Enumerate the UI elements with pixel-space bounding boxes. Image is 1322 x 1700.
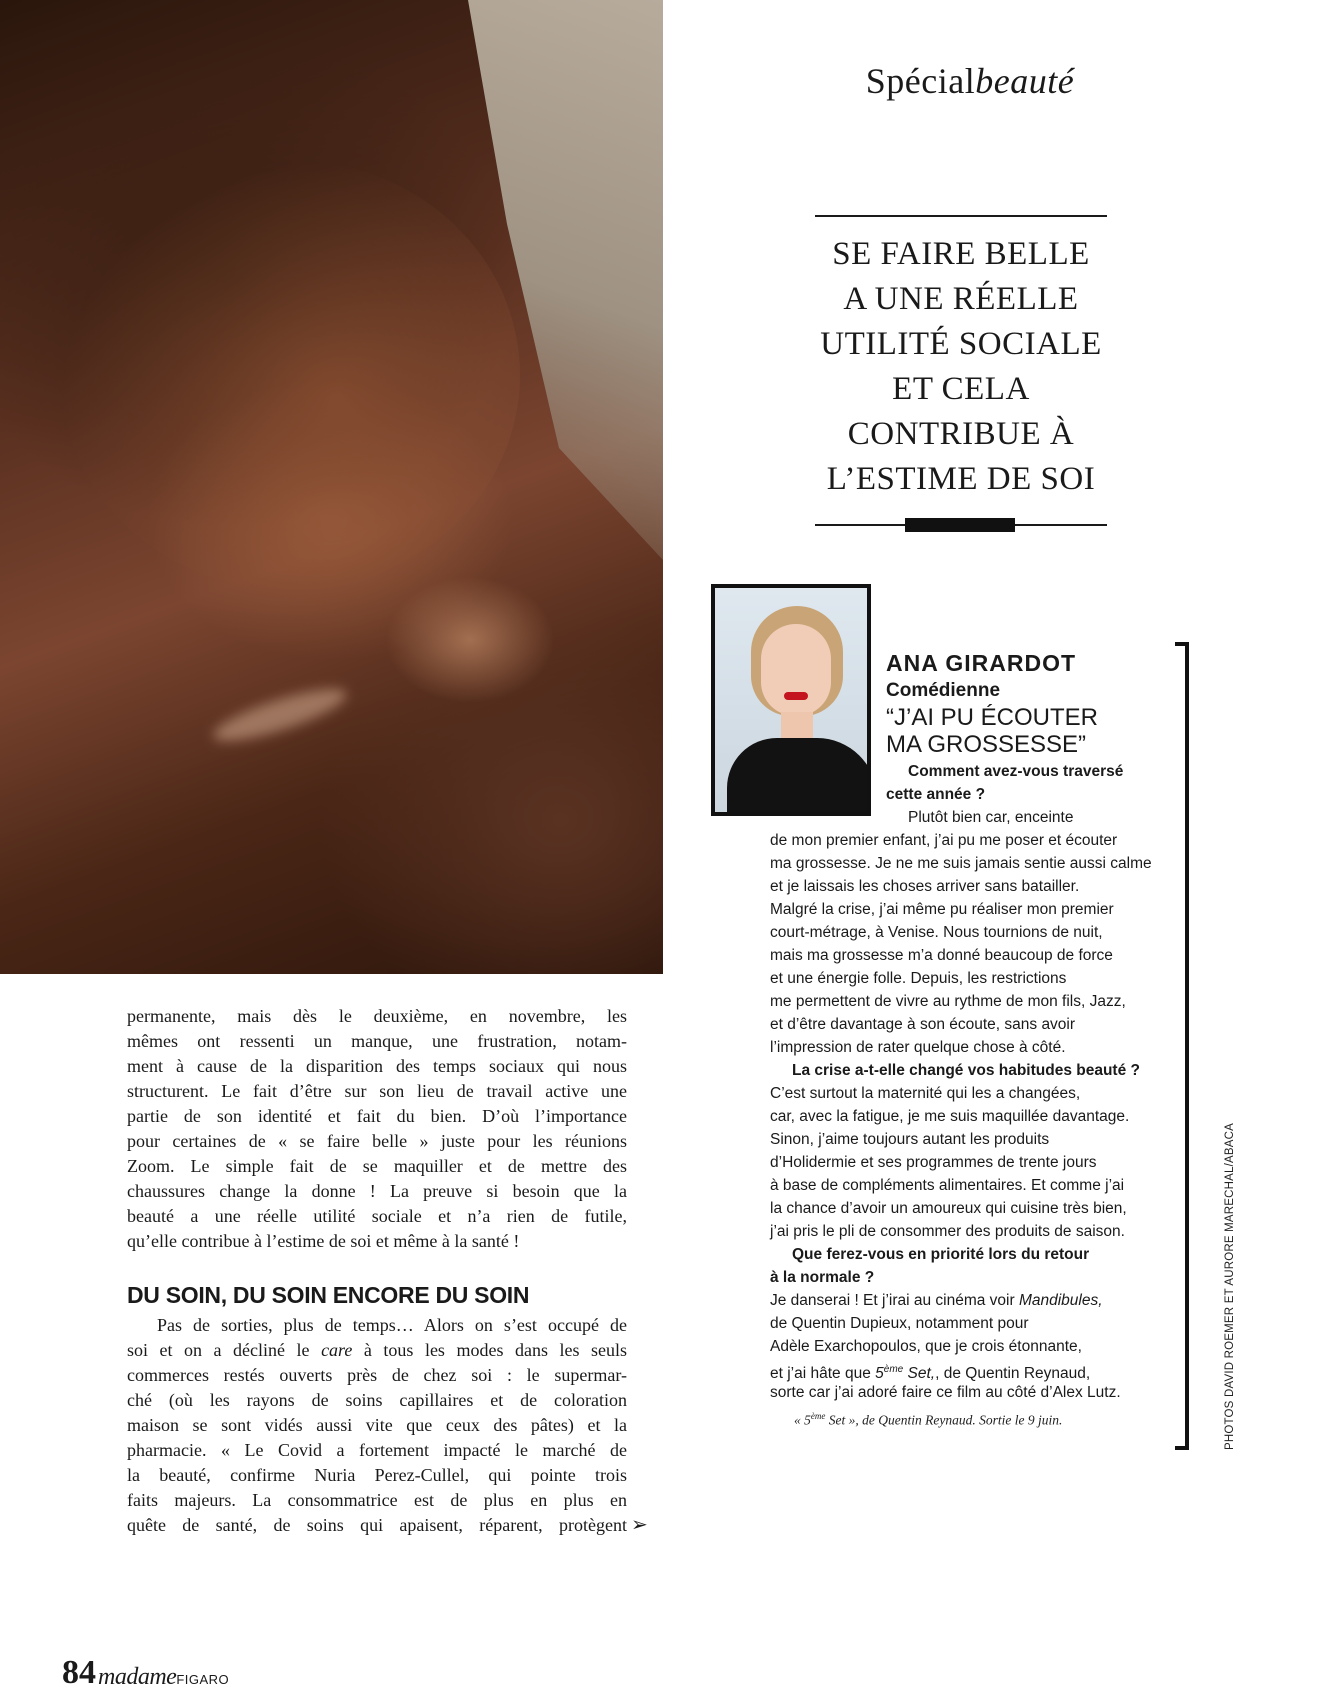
interview-line: Adèle Exarchopoulos, que je crois étonnante, bbox=[770, 1338, 1082, 1355]
care-word: care bbox=[321, 1340, 353, 1360]
film-caption bbox=[794, 1411, 1062, 1429]
neck-shoulder-photo bbox=[0, 0, 663, 974]
interview-line: Malgré la crise, j’ai même pu réaliser mon premier bbox=[770, 901, 1114, 918]
pullquote bbox=[790, 232, 1132, 502]
interview-title bbox=[886, 704, 1106, 758]
body-line: ché (où les rayons de soins capillaires et de coloration bbox=[127, 1390, 627, 1410]
interview-question: La crise a-t-elle changé vos habitudes beauté ? bbox=[792, 1062, 1140, 1079]
portrait-face bbox=[761, 624, 831, 716]
pullquote-block-mark bbox=[905, 518, 1015, 532]
portrait-lips bbox=[784, 692, 808, 700]
interview-line: et je laissais les choses arriver sans batailler. bbox=[770, 878, 1080, 895]
interview-line: mais ma grossesse m’a donné beaucoup de force bbox=[770, 947, 1113, 964]
interview-line: C’est surtout la maternité qui les a changées, bbox=[770, 1085, 1081, 1102]
body-line: ment à cause de la disparition des temps sociaux qui nous bbox=[127, 1056, 627, 1076]
interview-line: me permettent de vivre au rythme de mon fils, Jazz, bbox=[770, 993, 1126, 1010]
pullquote-rule-top bbox=[815, 215, 1107, 217]
body-line: maison se sont vidés aussi vite que ceux des pâtes) et la bbox=[127, 1415, 627, 1435]
logo-figaro: FIGARO bbox=[176, 1672, 230, 1687]
interview-line: de mon premier enfant, j’ai pu me poser et écouter bbox=[770, 832, 1118, 849]
body-line: beauté a une réelle utilité sociale et n’a rien de futile, bbox=[127, 1206, 627, 1226]
photo-neck-shading bbox=[60, 160, 520, 590]
interview-line: l’impression de rater quelque chose à côté. bbox=[770, 1039, 1066, 1056]
interview-line: à base de compléments alimentaires. Et comme j’ai bbox=[770, 1177, 1125, 1194]
interview-line: car, avec la fatigue, je me suis maquillée davantage. bbox=[770, 1108, 1130, 1125]
body-line-text: soi et on a décliné le bbox=[127, 1340, 322, 1360]
photo-skin-highlight bbox=[209, 679, 351, 751]
article-subhead: DU SOIN, DU SOIN ENCORE DU SOIN bbox=[127, 1282, 530, 1308]
kicker-main: Spécial bbox=[865, 61, 976, 101]
interview-title-line: “J’AI PU ÉCOUTER bbox=[886, 704, 1099, 731]
photo-credit: PHOTOS DAVID ROEMER ET AURORE MARECHAL/ABACA bbox=[1224, 1122, 1236, 1450]
body-line: la beauté, confirme Nuria Perez-Cullel, qui pointe trois bbox=[127, 1465, 627, 1485]
body-line bbox=[127, 1338, 627, 1363]
pullquote-line: UTILITÉ SOCIALE bbox=[820, 326, 1102, 362]
section-kicker bbox=[820, 60, 1120, 102]
body-line: permanente, mais dès le deuxième, en novembre, les bbox=[127, 1006, 627, 1026]
caption-post: Set », de Quentin Reynaud. Sortie le 9 juin. bbox=[825, 1412, 1063, 1428]
pullquote-line: ET CELA bbox=[892, 371, 1030, 407]
interviewee-name: ANA GIRARDOT bbox=[886, 650, 1077, 676]
interview-title-line: MA GROSSESSE” bbox=[886, 731, 1087, 758]
interview-line-text: Je danserai ! Et j’irai au cinéma voir bbox=[770, 1292, 1019, 1309]
logo-madame: madame bbox=[98, 1664, 177, 1690]
film-title-ordinal: ème bbox=[883, 1364, 904, 1375]
body-line: commerces restés ouverts près de chez soi : le supermar- bbox=[127, 1365, 627, 1385]
body-line: mêmes ont ressenti un manque, une frustration, notam- bbox=[127, 1031, 627, 1051]
interview-line: et une énergie folle. Depuis, les restrictions bbox=[770, 970, 1067, 987]
interview-line: court-métrage, à Venise. Nous tournions de nuit, bbox=[770, 924, 1103, 941]
body-line: Pas de sorties, plus de temps… Alors on s’est occupé de bbox=[157, 1315, 627, 1335]
film-title-mandibules: Mandibules, bbox=[1018, 1292, 1103, 1309]
interview-line: et d’être davantage à son écoute, sans avoir bbox=[770, 1016, 1076, 1033]
film-title-5eme-set bbox=[875, 1365, 935, 1382]
magazine-logo bbox=[98, 1664, 229, 1691]
page-number: 84 bbox=[62, 1654, 96, 1691]
caption-pre: « 5 bbox=[794, 1412, 811, 1428]
body-line: chaussures change la donne ! La preuve si besoin que la bbox=[127, 1181, 627, 1201]
body-line: Zoom. Le simple fait de se maquiller et de mettre des bbox=[127, 1156, 627, 1176]
interview-line-text: et j’ai hâte que bbox=[770, 1365, 876, 1383]
interview-line: j’ai pris le pli de consommer des produits de saison. bbox=[770, 1223, 1125, 1240]
caption-sup: ème bbox=[810, 1411, 826, 1421]
body-line: quête de santé, de soins qui apaisent, réparent, protègent bbox=[127, 1515, 627, 1535]
interview-question: cette année ? bbox=[886, 786, 986, 803]
interview-bracket bbox=[1175, 642, 1189, 1450]
body-line: qu’elle contribue à l’estime de soi et même à la santé ! bbox=[127, 1231, 520, 1251]
interview-line: la chance d’avoir un amoureux qui cuisine très bien, bbox=[770, 1200, 1127, 1217]
interview-line-text: , de Quentin Reynaud, bbox=[935, 1365, 1091, 1383]
kicker-italic: beauté bbox=[975, 61, 1075, 101]
interviewee-role: Comédienne bbox=[886, 680, 1001, 701]
ana-girardot-portrait bbox=[711, 584, 871, 816]
interview-line: ma grossesse. Je ne me suis jamais sentie aussi calme bbox=[770, 855, 1152, 872]
film-title-set: Set, bbox=[903, 1365, 936, 1383]
body-line: pour certaines de « se faire belle » juste pour les réunions bbox=[127, 1131, 627, 1151]
portrait-jacket bbox=[727, 738, 871, 816]
pullquote-line: CONTRIBUE À bbox=[847, 416, 1075, 452]
pullquote-line: L’ESTIME DE SOI bbox=[826, 461, 1096, 497]
interview-question: Comment avez-vous traversé bbox=[908, 763, 1124, 780]
body-line: faits majeurs. La consommatrice est de plus en plus en bbox=[127, 1490, 627, 1510]
interview-line bbox=[770, 1289, 1103, 1312]
interview-line: d’Holidermie et ses programmes de trente jours bbox=[770, 1154, 1097, 1171]
interview-question: à la normale ? bbox=[770, 1269, 875, 1286]
body-line: pharmacie. « Le Covid a fortement impacté le marché de bbox=[127, 1440, 627, 1460]
interview-line: Sinon, j’aime toujours autant les produits bbox=[770, 1131, 1050, 1148]
body-line: structurent. Le fait d’être sur son lieu de travail active une bbox=[127, 1081, 627, 1101]
interview-line: Plutôt bien car, enceinte bbox=[908, 809, 1074, 826]
body-line-text: à tous les modes dans les seuls bbox=[352, 1340, 627, 1360]
body-line: partie de son identité et fait du bien. D’où l’importance bbox=[127, 1106, 627, 1126]
interview-line: de Quentin Dupieux, notamment pour bbox=[770, 1315, 1029, 1332]
film-title-5-digit: 5 bbox=[875, 1365, 884, 1383]
continue-arrow-icon: ➢ bbox=[631, 1514, 648, 1536]
interview-line: sorte car j’ai adoré faire ce film au côté d’Alex Lutz. bbox=[770, 1384, 1121, 1401]
pullquote-line: SE FAIRE BELLE bbox=[832, 236, 1090, 272]
interview-question: Que ferez-vous en priorité lors du retour bbox=[792, 1246, 1090, 1263]
pullquote-line: A UNE RÉELLE bbox=[843, 281, 1079, 317]
